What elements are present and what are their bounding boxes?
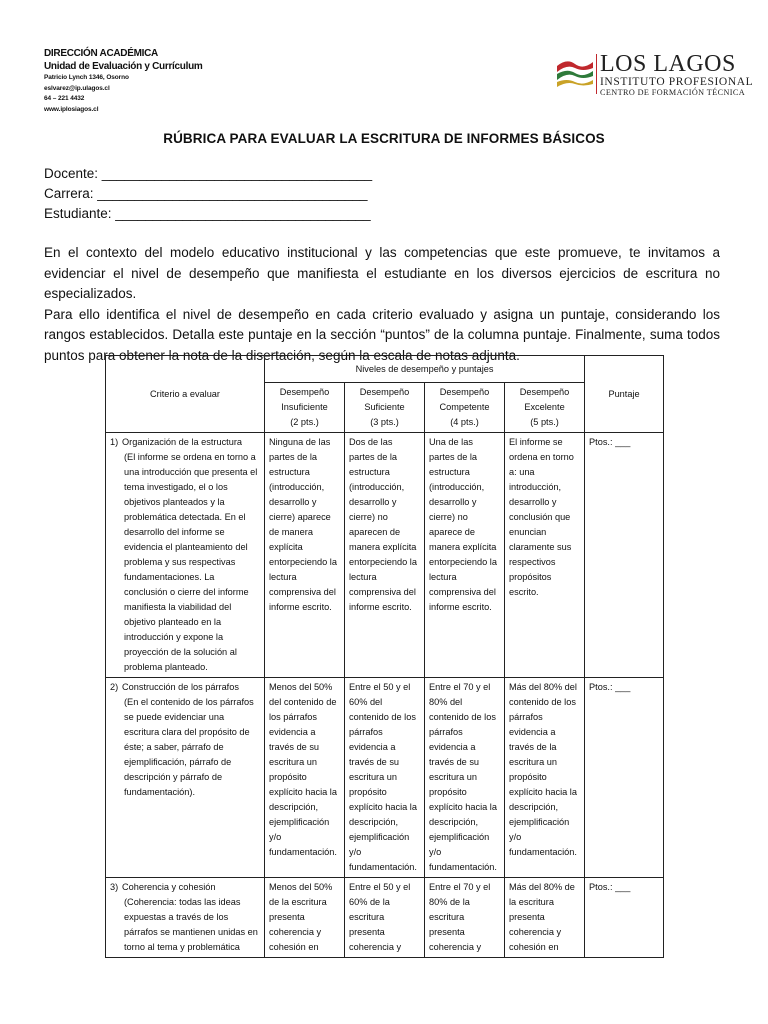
- level-points: (4 pts.): [450, 417, 479, 427]
- level-points: (2 pts.): [290, 417, 319, 427]
- logo-line-institute: INSTITUTO PROFESIONAL: [600, 76, 754, 88]
- level-cell: Más del 80% de la escritura presenta coherencia y cohesión en: [505, 878, 585, 958]
- level-name: Desempeño Competente: [439, 387, 490, 412]
- criterion-number: 3): [110, 882, 119, 892]
- header-block: [44, 47, 304, 115]
- criterion-title: Organización de la estructura: [122, 437, 243, 447]
- rubric-table: [105, 355, 664, 958]
- level-cell: Entre el 70 y el 80% del contenido de los párrafos evidencia a través de su escritura un propósito explícito hacia la descripción, ejemplificación y/o fundamentación.: [425, 678, 505, 878]
- criterion-cell: [106, 878, 265, 958]
- org-name: DIRECCIÓN ACADÉMICA: [44, 48, 158, 59]
- niveles-header: Niveles de desempeño y puntajes: [265, 356, 585, 383]
- table-row: [106, 878, 664, 958]
- criterion-description: (Coherencia: todas las ideas expuestas a través de los párrafos se mantienen unidas en torno al tema y problemática: [124, 897, 258, 952]
- puntaje-header: Puntaje: [585, 356, 664, 433]
- table-row: [106, 433, 664, 678]
- criterion-title: Construcción de los párrafos: [122, 682, 239, 692]
- level-cell: Dos de las partes de la estructura (introducción, desarrollo y cierre) no aparecen de manera explícita entorpeciendo la lectura comprensiva del informe escrito.: [345, 433, 425, 678]
- org-address: Patricio Lynch 1346, Osorno: [44, 74, 129, 81]
- level-name: Desempeño Insuficiente: [279, 387, 330, 412]
- level-cell: Entre el 50 y el 60% del contenido de los párrafos evidencia a través de su escritura un propósito explícito hacia la descripción, ejemplificación y/o fundamentación.: [345, 678, 425, 878]
- org-web: www.iplosiagos.cl: [44, 105, 99, 113]
- level-name: Desempeño Excelente: [519, 387, 570, 412]
- logo-brand: LOS LAGOS: [600, 51, 736, 77]
- level-cell: Una de las partes de la estructura (introducción, desarrollo y cierre) no aparece de manera explícita entorpeciendo la lectura comprensiva del informe escrito.: [425, 433, 505, 678]
- points-cell: Ptos.: ___: [585, 678, 664, 878]
- level-cell: El informe se ordena en torno a: una introducción, desarrollo y conclusión que enuncian claramente sus respectivos propósitos escrito.: [505, 433, 585, 678]
- intro-paragraph-1: En el contexto del modelo educativo institucional y las competencias que este promueve, te invitamos a evidenciar el nivel de desempeño que manifiesta el estudiante en los diversos ejercicios de escritura no especializados.: [44, 245, 720, 301]
- org-phone: 64 – 221 4432: [44, 95, 85, 102]
- level-cell: Más del 80% del contenido de los párrafos evidencia a través de la escritura un propósito explícito hacia la descripción, ejemplificación y/o fundamentación.: [505, 678, 585, 878]
- criterion-description: (El informe se ordena en torno a una introducción que presenta el tema investigado, el o los objetivos planteados y la problemática detectada. En el desarrollo del informe se evidencia el planteamiento del problema y sus respectivas fundamentaciones. La conclusión o cierre del informe manifiesta la viabilidad del objetivo planteado en la introducción y expone la proyección de la solución al problema planteado.: [124, 452, 258, 672]
- estudiante-field: Estudiante: __________________________________: [44, 206, 371, 221]
- student-fields: [44, 164, 372, 224]
- level-cell: Menos del 50% de la escritura presenta coherencia y cohesión en: [265, 878, 345, 958]
- level-header: [425, 383, 505, 433]
- level-cell: Ninguna de las partes de la estructura (introducción, desarrollo y cierre) aparece de manera explícita entorpeciendo la lectura comprensiva del informe escrito.: [265, 433, 345, 678]
- carrera-field: Carrera: ____________________________________: [44, 186, 368, 201]
- points-cell: Ptos.: ___: [585, 433, 664, 678]
- intro-paragraph-2: Para ello identifica el nivel de desempeño en cada criterio evaluado y asigna un puntaje, considerando los rangos establecidos. Detalla este puntaje en la sección “puntos” de la columna puntaje. Finalmente, suma todos puntos para obtener la nota de la disertación, según la escala de notas adjunta.: [44, 306, 720, 363]
- logo-line-cft: CENTRO DE FORMACIÓN TÉCNICA: [600, 88, 746, 97]
- document-title: RÚBRICA PARA EVALUAR LA ESCRITURA DE INFORMES BÁSICOS: [163, 131, 605, 146]
- level-cell: Entre el 70 y el 80% de la escritura presenta coherencia y: [425, 878, 505, 958]
- level-points: (5 pts.): [530, 417, 559, 427]
- table-row: [106, 678, 664, 878]
- criterion-number: 2): [110, 682, 119, 692]
- org-unit: Unidad de Evaluación y Currículum: [44, 61, 203, 72]
- logo-divider: [596, 54, 597, 94]
- points-cell: Ptos.: ___: [585, 878, 664, 958]
- criterio-header: Criterio a evaluar: [106, 356, 265, 433]
- criterion-number: 1): [110, 437, 119, 447]
- los-lagos-logo: [555, 51, 754, 100]
- docente-field: Docente: ____________________________________: [44, 166, 373, 181]
- intro-text: [44, 243, 720, 366]
- level-name: Desempeño Suficiente: [359, 387, 410, 412]
- criterion-title: Coherencia y cohesión: [122, 882, 216, 892]
- criterion-cell: [106, 678, 265, 878]
- level-points: (3 pts.): [370, 417, 399, 427]
- org-email: eslvarez@ip.ulagos.cl: [44, 84, 110, 92]
- level-header: [345, 383, 425, 433]
- logo-stripes-icon: [555, 54, 595, 96]
- level-header: [265, 383, 345, 433]
- criterion-cell: [106, 433, 265, 678]
- level-cell: Menos del 50% del contenido de los párrafos evidencia a través de su escritura un propósito explícito hacia la descripción, ejemplificación y/o fundamentación.: [265, 678, 345, 878]
- table-header-row: [106, 356, 664, 383]
- level-header: [505, 383, 585, 433]
- criterion-description: (En el contenido de los párrafos se puede evidenciar una escritura clara del propósito de éste; a saber, párrafo de ejemplificación, párrafo de descripción y párrafo de fundamentación).: [124, 697, 254, 797]
- level-cell: Entre el 50 y el 60% de la escritura presenta coherencia y: [345, 878, 425, 958]
